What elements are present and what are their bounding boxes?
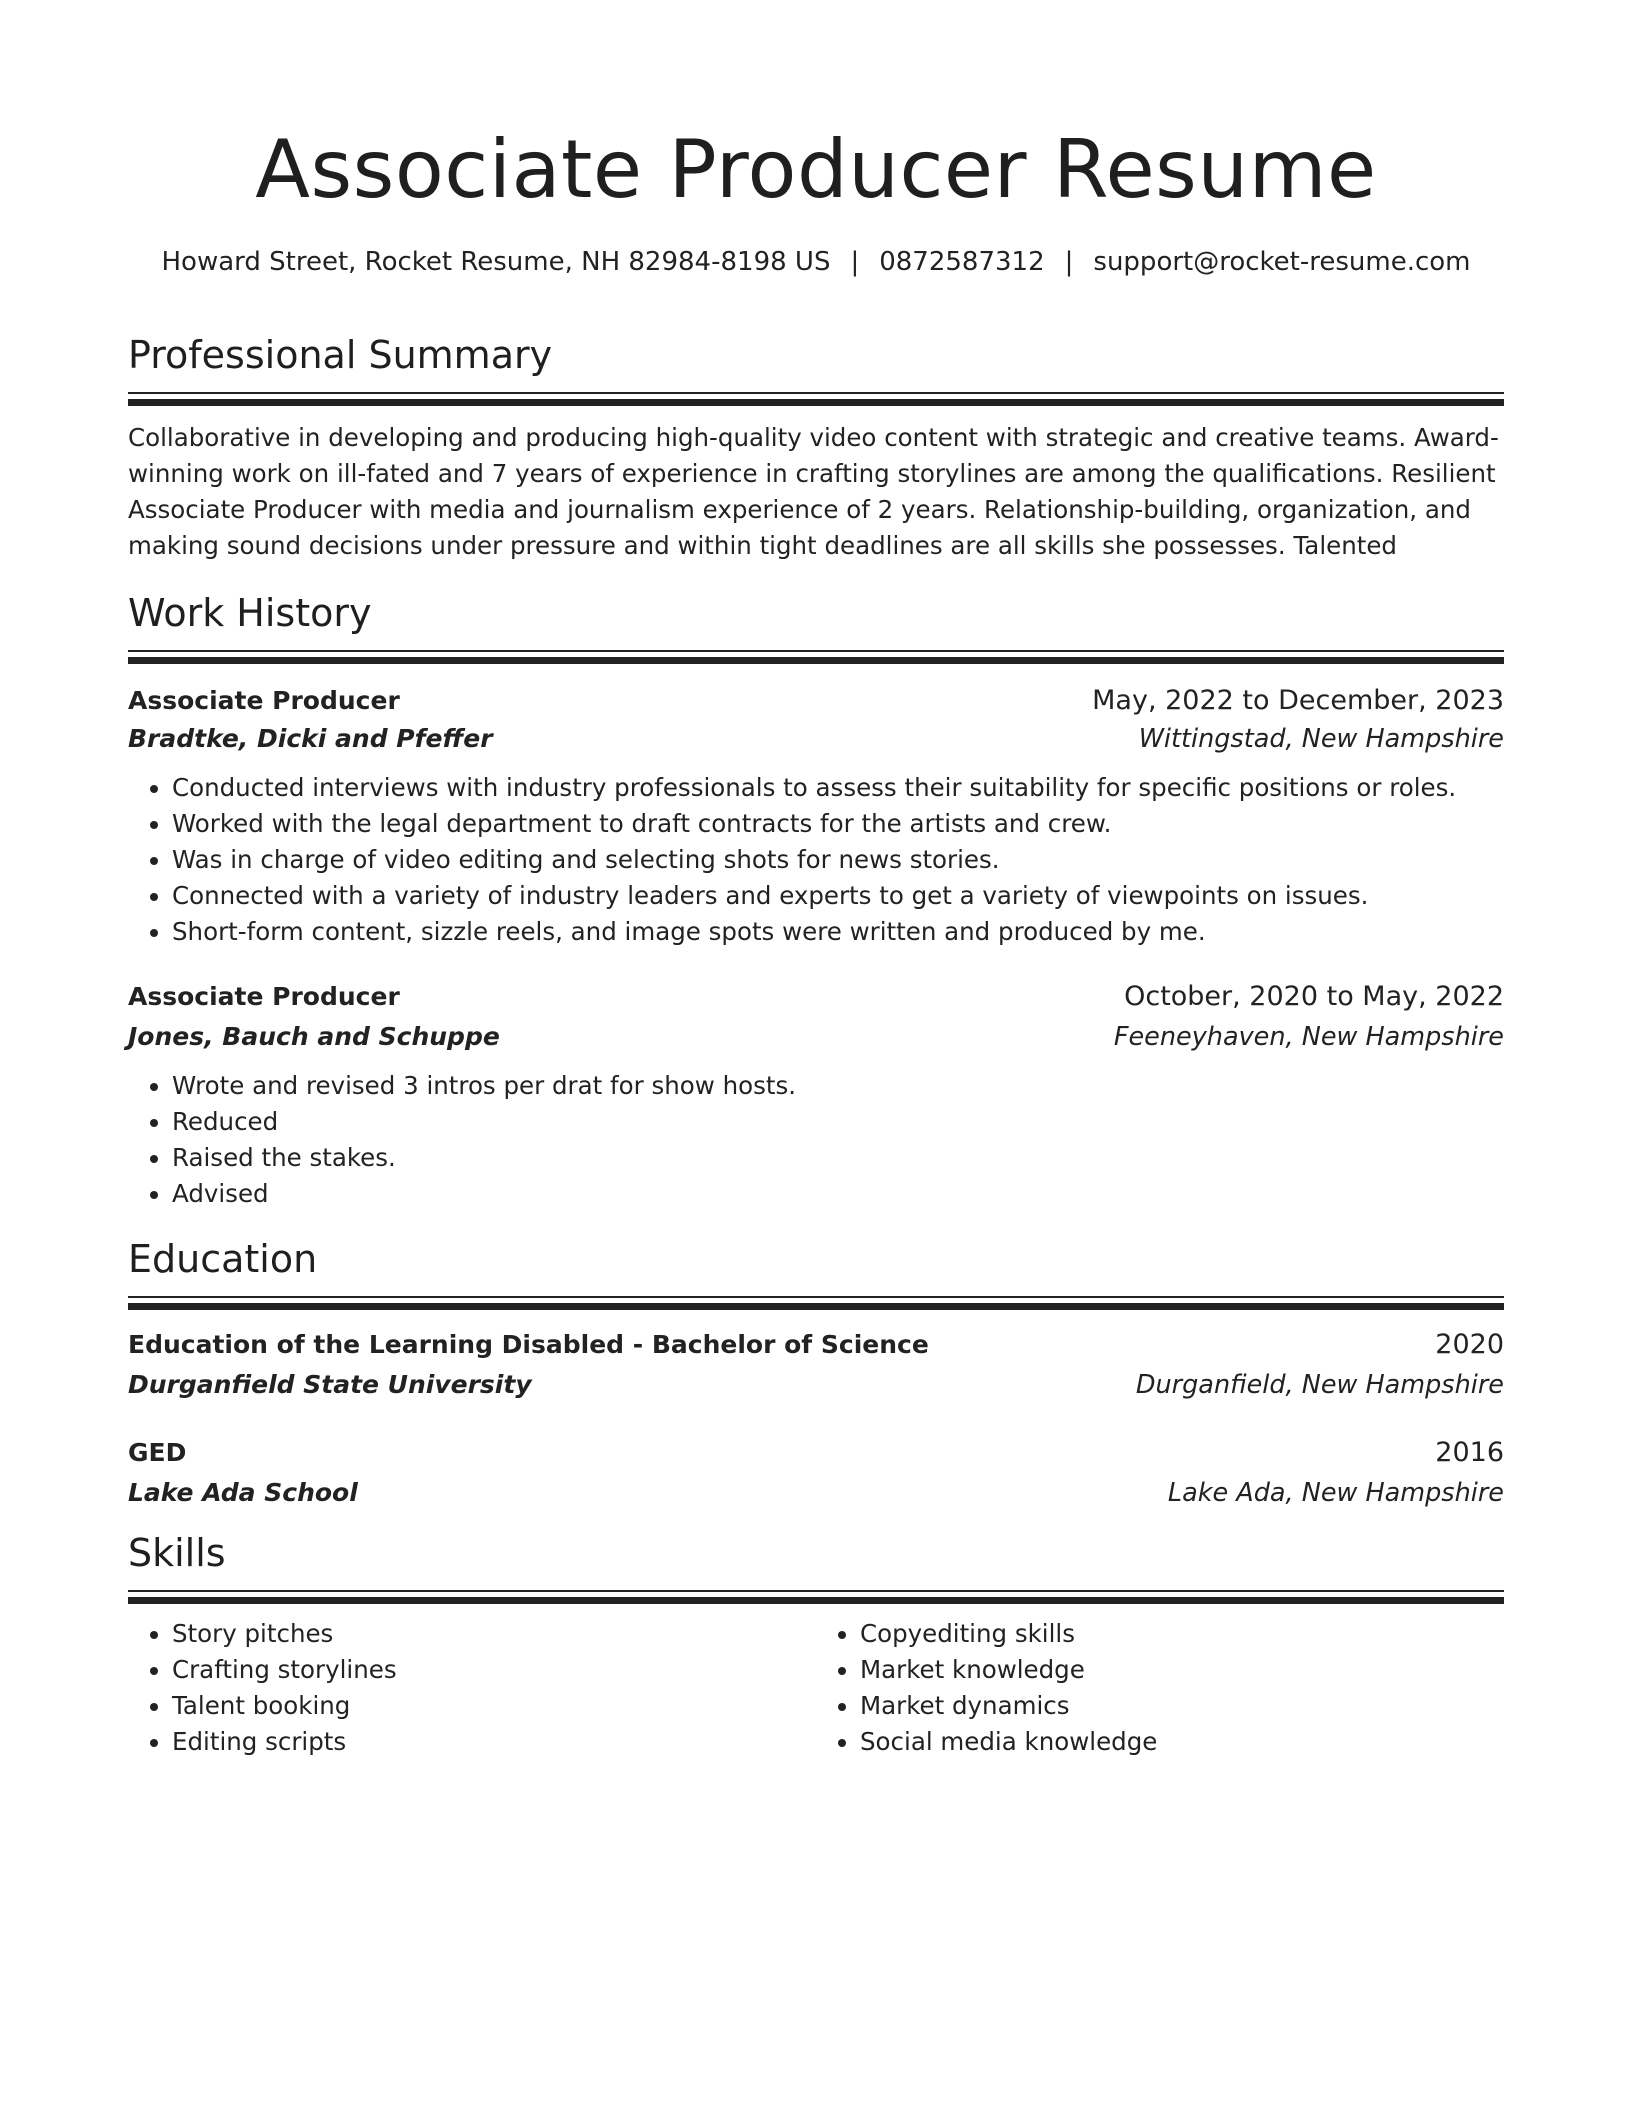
skill-item: • Market dynamics	[860, 1688, 1504, 1724]
education-heading: Education	[128, 1237, 318, 1281]
job-location: Wittingstad, New Hampshire	[1138, 724, 1504, 754]
job-bullet: • Wrote and revised 3 intros per drat for show hosts.	[172, 1068, 1504, 1104]
skill-item: • Market knowledge	[860, 1652, 1504, 1688]
job-company-row	[128, 720, 1504, 758]
summary-section	[128, 330, 1504, 564]
job-title: Associate Producer	[128, 982, 400, 1011]
section-rule-thick	[128, 399, 1504, 406]
skills-heading: Skills	[128, 1531, 226, 1575]
job-company-row	[128, 1018, 1504, 1056]
skill-item: • Story pitches	[172, 1616, 816, 1652]
job-entry	[128, 682, 1504, 950]
job-bullet: • Advised	[172, 1176, 1504, 1212]
section-rule-thick	[128, 1597, 1504, 1604]
education-degree-row	[128, 1434, 1504, 1472]
job-company: Bradtke, Dicki and Pfeffer	[128, 724, 493, 753]
skills-section	[128, 1528, 1504, 1760]
education-degree: Education of the Learning Disabled - Bachelor of Science	[128, 1330, 929, 1359]
section-rule	[128, 1590, 1504, 1592]
contact-email: support@rocket-resume.com	[1093, 247, 1471, 277]
education-year: 2020	[1435, 1329, 1504, 1360]
job-bullet-list	[128, 770, 1504, 950]
job-bullet: • Reduced	[172, 1104, 1504, 1140]
job-bullet: • Conducted interviews with industry professionals to assess their suitability for specific positions or roles.	[172, 770, 1504, 806]
job-header-row	[128, 978, 1504, 1016]
section-rule	[128, 1296, 1504, 1298]
education-entry	[128, 1326, 1504, 1404]
job-entry	[128, 978, 1504, 1212]
section-rule-thick	[128, 657, 1504, 664]
skills-columns	[128, 1616, 1504, 1760]
work-heading: Work History	[128, 591, 372, 635]
contact-phone: 0872587312	[879, 247, 1045, 277]
job-bullet: • Was in charge of video editing and selecting shots for news stories.	[172, 842, 1504, 878]
education-school-row	[128, 1474, 1504, 1512]
education-year: 2016	[1435, 1437, 1504, 1468]
education-school-row	[128, 1366, 1504, 1404]
job-bullet: • Connected with a variety of industry leaders and experts to get a variety of viewpoints on issues.	[172, 878, 1504, 914]
skill-item: • Copyediting skills	[860, 1616, 1504, 1652]
education-school: Lake Ada School	[128, 1478, 358, 1507]
education-entry	[128, 1434, 1504, 1512]
contact-address: Howard Street, Rocket Resume, NH 82984-8198 US	[161, 247, 831, 277]
skill-item: • Editing scripts	[172, 1724, 816, 1760]
section-rule-thick	[128, 1303, 1504, 1310]
contact-separator: |	[850, 247, 860, 277]
job-bullet: • Worked with the legal department to draft contracts for the artists and crew.	[172, 806, 1504, 842]
summary-text: Collaborative in developing and producing high-quality video content with strategic and creative teams. Award-winning work on ill-fated and 7 years of experience in crafting storylines are among the qualifications. Resilient Associate Producer with media and journalism experience of 2 years. Relationship-building, organization, and making sound decisions under pressure and within tight deadlines are all skills she possesses. Talented	[128, 423, 1499, 560]
skill-item: • Social media knowledge	[860, 1724, 1504, 1760]
skills-list-left	[128, 1616, 816, 1760]
education-location: Durganfield, New Hampshire	[1135, 1370, 1504, 1400]
job-title: Associate Producer	[128, 686, 400, 715]
job-dates: May, 2022 to December, 2023	[1092, 685, 1504, 716]
job-bullet: • Short-form content, sizzle reels, and image spots were written and produced by me.	[172, 914, 1504, 950]
job-company: Jones, Bauch and Schuppe	[128, 1022, 500, 1051]
education-degree-row	[128, 1326, 1504, 1364]
job-dates: October, 2020 to May, 2022	[1124, 981, 1504, 1012]
job-bullet: • Raised the stakes.	[172, 1140, 1504, 1176]
skills-list-right	[816, 1616, 1504, 1760]
summary-heading: Professional Summary	[128, 333, 553, 377]
skill-item: • Crafting storylines	[172, 1652, 816, 1688]
section-rule	[128, 392, 1504, 394]
job-header-row	[128, 682, 1504, 720]
education-school: Durganfield State University	[128, 1370, 532, 1399]
section-rule	[128, 650, 1504, 652]
education-section	[128, 1234, 1504, 1512]
skill-item: • Talent booking	[172, 1688, 816, 1724]
contact-separator: |	[1064, 247, 1074, 277]
job-location: Feeneyhaven, New Hampshire	[1113, 1022, 1504, 1052]
education-location: Lake Ada, New Hampshire	[1167, 1478, 1504, 1508]
work-section	[128, 588, 1504, 1212]
page-title: Associate Producer Resume	[255, 123, 1377, 216]
education-degree: GED	[128, 1438, 187, 1467]
contact-line	[128, 244, 1504, 280]
job-bullet-list	[128, 1068, 1504, 1212]
